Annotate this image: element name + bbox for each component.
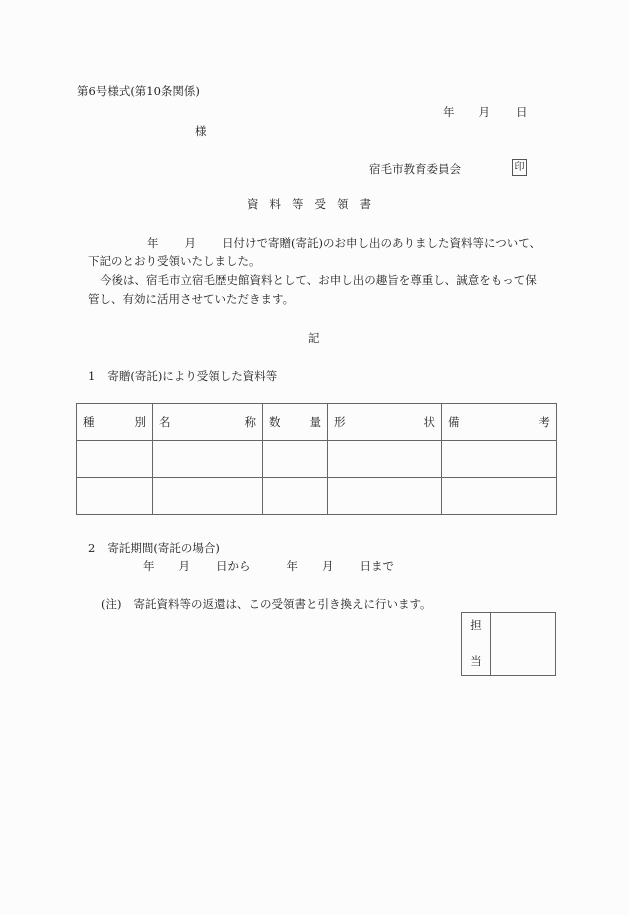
body-line-2: 下記のとおり受領いたしました。	[88, 254, 261, 268]
return-note	[101, 597, 432, 611]
section-2-heading	[88, 541, 220, 555]
to-day: 日まで	[359, 559, 394, 573]
table-row	[77, 441, 557, 478]
from-month: 月	[178, 559, 190, 573]
staff-label-bottom: 当	[470, 654, 482, 668]
header-condition: 形 状	[328, 404, 442, 441]
from-year: 年	[143, 559, 155, 573]
document-title: 資料等受領書	[247, 197, 382, 211]
staff-label-cell	[462, 613, 491, 676]
body-month: 月	[184, 236, 196, 250]
cell-name[interactable]	[153, 441, 263, 478]
note-label: (注)	[101, 597, 122, 611]
issue-date	[443, 105, 528, 119]
cell-remarks[interactable]	[442, 478, 557, 515]
section-2-number: 2	[88, 541, 96, 555]
staff-box	[461, 612, 556, 676]
day-label: 日	[516, 105, 528, 119]
year-label: 年	[443, 105, 455, 119]
cell-quantity[interactable]	[263, 441, 328, 478]
cell-quantity[interactable]	[263, 478, 328, 515]
staff-label-top: 担	[470, 618, 482, 632]
header-type: 種 別	[77, 404, 153, 441]
section-2-title: 寄託期間(寄託の場合)	[107, 541, 220, 555]
section-1-title: 寄贈(寄託)により受領した資料等	[107, 369, 278, 383]
body-line-3: 今後は、宿毛市立宿毛歴史館資料として、お申し出の趣旨を尊重し、誠意をもって保	[100, 273, 537, 287]
from-day: 日から	[216, 559, 251, 573]
cell-remarks[interactable]	[442, 441, 557, 478]
received-items-table	[76, 403, 557, 515]
staff-signature-cell[interactable]	[491, 613, 556, 676]
section-1-heading	[88, 369, 277, 383]
issuer-name: 宿毛市教育委員会	[369, 162, 461, 176]
body-year: 年	[147, 236, 159, 250]
addressee-suffix: 様	[195, 124, 207, 138]
deposit-period	[143, 559, 394, 573]
table-header-row	[77, 404, 557, 441]
header-name: 名 称	[153, 404, 263, 441]
cell-type[interactable]	[77, 441, 153, 478]
seal-stamp: 印	[512, 159, 527, 176]
note-text: 寄託資料等の返還は、この受領書と引き換えに行います。	[133, 597, 432, 611]
to-year: 年	[286, 559, 298, 573]
body-text-1: 日付けで寄贈(寄託)のお申し出のありました資料等について、	[222, 236, 542, 250]
table-row	[77, 478, 557, 515]
cell-condition[interactable]	[328, 441, 442, 478]
section-1-number: 1	[88, 369, 96, 383]
form-number: 第6号様式(第10条関係)	[77, 84, 200, 98]
header-quantity: 数 量	[263, 404, 328, 441]
body-line-4: 管し、有効に活用させていただきます。	[88, 292, 295, 306]
ki-heading: 記	[308, 331, 320, 345]
body-line-1	[88, 236, 558, 250]
cell-type[interactable]	[77, 478, 153, 515]
month-label: 月	[478, 105, 490, 119]
cell-name[interactable]	[153, 478, 263, 515]
cell-condition[interactable]	[328, 478, 442, 515]
header-remarks: 備 考	[442, 404, 557, 441]
to-month: 月	[322, 559, 334, 573]
